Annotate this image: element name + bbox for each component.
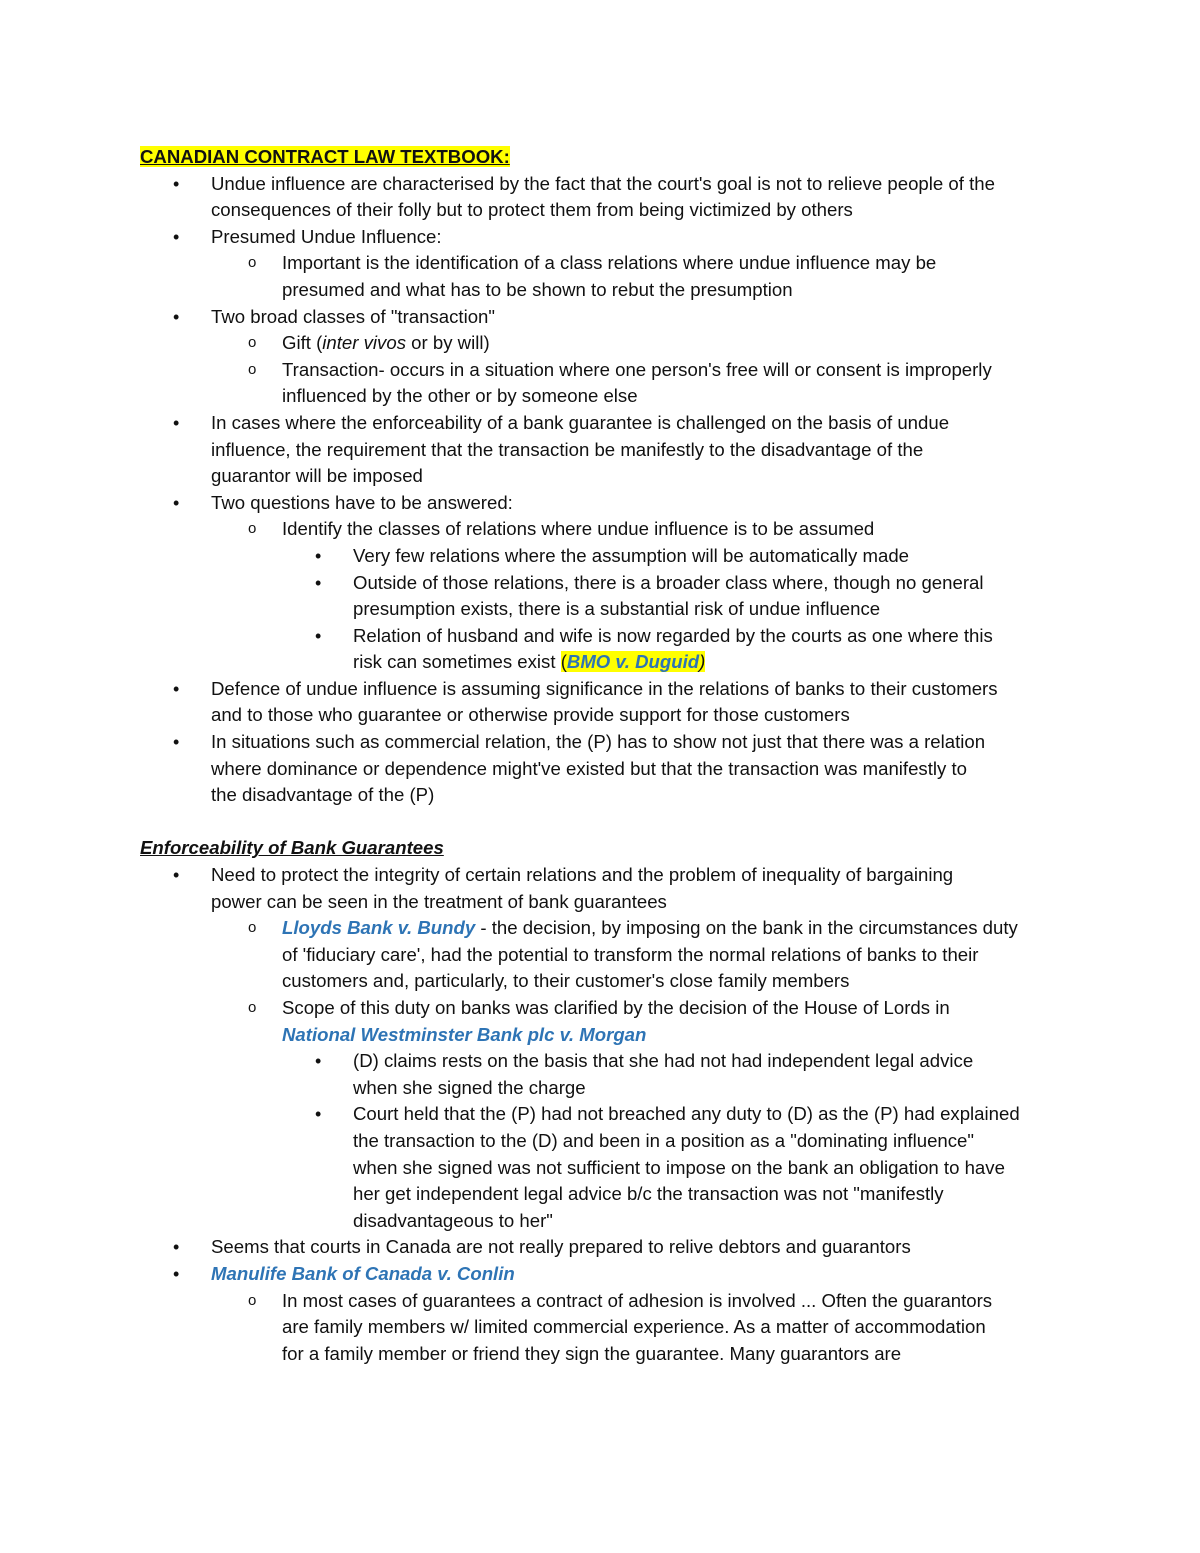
item-line: and to those who guarantee or otherwise provide support for those customers xyxy=(211,704,850,726)
list-item xyxy=(140,570,1070,623)
hollow-bullet-icon: o xyxy=(248,1291,257,1309)
hollow-bullet-icon: o xyxy=(248,520,257,538)
item-line: are family members w/ limited commercial experience. As a matter of accommodation xyxy=(282,1316,986,1338)
bullet-icon: • xyxy=(173,1263,180,1284)
item-line: Presumed Undue Influence: xyxy=(211,225,442,247)
text-span: or by will) xyxy=(406,332,490,354)
item-line: the transaction to the (D) and been in a position as a "dominating influence" xyxy=(353,1129,974,1151)
paren: ( xyxy=(560,651,567,673)
document-body xyxy=(140,144,1070,1367)
list-item xyxy=(140,304,1070,331)
list-item xyxy=(140,516,1070,543)
list-item xyxy=(140,250,1070,303)
bullet-icon: • xyxy=(173,412,180,433)
case-citation: Lloyds Bank v. Bundy xyxy=(282,917,476,939)
bullet-icon: • xyxy=(173,865,180,886)
item-line: power can be seen in the treatment of bank guarantees xyxy=(211,890,667,912)
list-item xyxy=(140,357,1070,410)
section-title-text: Enforceability of Bank Guarantees xyxy=(140,837,444,859)
list-item xyxy=(140,1234,1070,1261)
item-line: Defence of undue influence is assuming significance in the relations of banks to their customers xyxy=(211,677,998,699)
item-line: where dominance or dependence might've existed but that the transaction was manifestly to xyxy=(211,757,967,779)
case-citation: National Westminster Bank plc v. Morgan xyxy=(282,1023,647,1045)
item-line xyxy=(211,1261,1070,1288)
item-line: Court held that the (P) had not breached any duty to (D) as the (P) had explained xyxy=(353,1103,1020,1125)
bullet-icon: • xyxy=(173,1237,180,1258)
item-line xyxy=(282,915,1070,942)
text-span: risk can sometimes exist xyxy=(353,651,561,673)
item-line: of 'fiduciary care', had the potential to transform the normal relations of banks to their xyxy=(282,943,979,965)
item-line: Identify the classes of relations where undue influence is to be assumed xyxy=(282,518,875,540)
bullet-icon: • xyxy=(315,1104,322,1125)
text-span: Gift ( xyxy=(282,332,323,354)
spacer xyxy=(140,809,1070,836)
bullet-icon: • xyxy=(173,732,180,753)
text-span: - the decision, by imposing on the bank in the circumstances duty xyxy=(475,917,1018,939)
list-item xyxy=(140,915,1070,995)
item-line: Transaction- occurs in a situation where one person's free will or consent is improperly xyxy=(282,358,992,380)
bullet-icon: • xyxy=(173,306,180,327)
bullet-icon: • xyxy=(173,226,180,247)
item-line xyxy=(282,330,1070,357)
item-line: the disadvantage of the (P) xyxy=(211,784,435,806)
list-item xyxy=(140,330,1070,357)
list-item xyxy=(140,1288,1070,1368)
item-line xyxy=(353,649,1070,676)
hollow-bullet-icon: o xyxy=(248,334,257,352)
item-line: Important is the identification of a class relations where undue influence may be xyxy=(282,252,937,274)
list-item xyxy=(140,862,1070,915)
item-line: consequences of their folly but to protect them from being victimized by others xyxy=(211,199,853,221)
heading-text: CANADIAN CONTRACT LAW TEXTBOOK: xyxy=(140,146,510,167)
item-line: customers and, particularly, to their customer's close family members xyxy=(282,970,850,992)
bullet-icon: • xyxy=(315,1051,322,1072)
item-line: when she signed was not sufficient to impose on the bank an obligation to have xyxy=(353,1156,1005,1178)
hollow-bullet-icon: o xyxy=(248,360,257,378)
list-item xyxy=(140,490,1070,517)
document-heading xyxy=(140,144,1070,171)
bullet-icon: • xyxy=(173,678,180,699)
case-highlight xyxy=(561,651,706,672)
item-line: Need to protect the integrity of certain relations and the problem of inequality of bargaining xyxy=(211,864,954,886)
item-line: presumed and what has to be shown to rebut the presumption xyxy=(282,278,793,300)
bullet-icon: • xyxy=(173,492,180,513)
list-item xyxy=(140,1048,1070,1101)
case-citation: BMO v. Duguid xyxy=(566,651,700,673)
bullet-icon: • xyxy=(173,173,180,194)
list-item xyxy=(140,1101,1070,1234)
list-item xyxy=(140,224,1070,251)
italic-term: inter vivos xyxy=(322,332,406,354)
list-item xyxy=(140,171,1070,224)
item-line: when she signed the charge xyxy=(353,1076,586,1098)
item-line: influence, the requirement that the transaction be manifestly to the disadvantage of the xyxy=(211,438,924,460)
item-line: Two questions have to be answered: xyxy=(211,491,513,513)
item-line: Very few relations where the assumption will be automatically made xyxy=(353,544,910,566)
bullet-icon: • xyxy=(315,572,322,593)
item-line: In most cases of guarantees a contract of adhesion is involved ... Often the guarantors xyxy=(282,1289,993,1311)
paren: ) xyxy=(699,651,706,673)
list-item xyxy=(140,543,1070,570)
case-citation: Manulife Bank of Canada v. Conlin xyxy=(211,1262,515,1284)
item-line: presumption exists, there is a substantial risk of undue influence xyxy=(353,598,881,620)
bullet-icon: • xyxy=(315,625,322,646)
item-line: Undue influence are characterised by the fact that the court's goal is not to relieve people of the xyxy=(211,172,995,194)
list-item xyxy=(140,410,1070,490)
list-item xyxy=(140,676,1070,729)
item-line: (D) claims rests on the basis that she had not had independent legal advice xyxy=(353,1050,974,1072)
hollow-bullet-icon: o xyxy=(248,999,257,1016)
bullet-icon: • xyxy=(315,545,322,566)
list-item xyxy=(140,995,1070,1048)
item-line: influenced by the other or by someone else xyxy=(282,385,638,407)
item-line: In cases where the enforceability of a bank guarantee is challenged on the basis of undue xyxy=(211,411,950,433)
item-line: guarantor will be imposed xyxy=(211,465,423,487)
item-line: Relation of husband and wife is now regarded by the courts as one where this xyxy=(353,624,993,646)
list-item xyxy=(140,1261,1070,1288)
section-title xyxy=(140,835,1070,862)
item-line: Seems that courts in Canada are not really prepared to relive debtors and guarantors xyxy=(211,1236,911,1258)
item-line: Outside of those relations, there is a broader class where, though no general xyxy=(353,571,984,593)
list-item xyxy=(140,729,1070,809)
item-line: disadvantageous to her" xyxy=(353,1209,553,1231)
item-line: for a family member or friend they sign the guarantee. Many guarantors are xyxy=(282,1342,902,1364)
hollow-bullet-icon: o xyxy=(248,254,257,272)
item-line: Scope of this duty on banks was clarified by the decision of the House of Lords in xyxy=(282,997,950,1018)
item-line: In situations such as commercial relation, the (P) has to show not just that there was a relation xyxy=(211,731,986,753)
item-line: Two broad classes of "transaction" xyxy=(211,305,495,327)
hollow-bullet-icon: o xyxy=(248,919,257,937)
item-line: her get independent legal advice b/c the transaction was not "manifestly xyxy=(353,1183,944,1205)
item-line xyxy=(282,1022,1070,1049)
list-item xyxy=(140,623,1070,676)
